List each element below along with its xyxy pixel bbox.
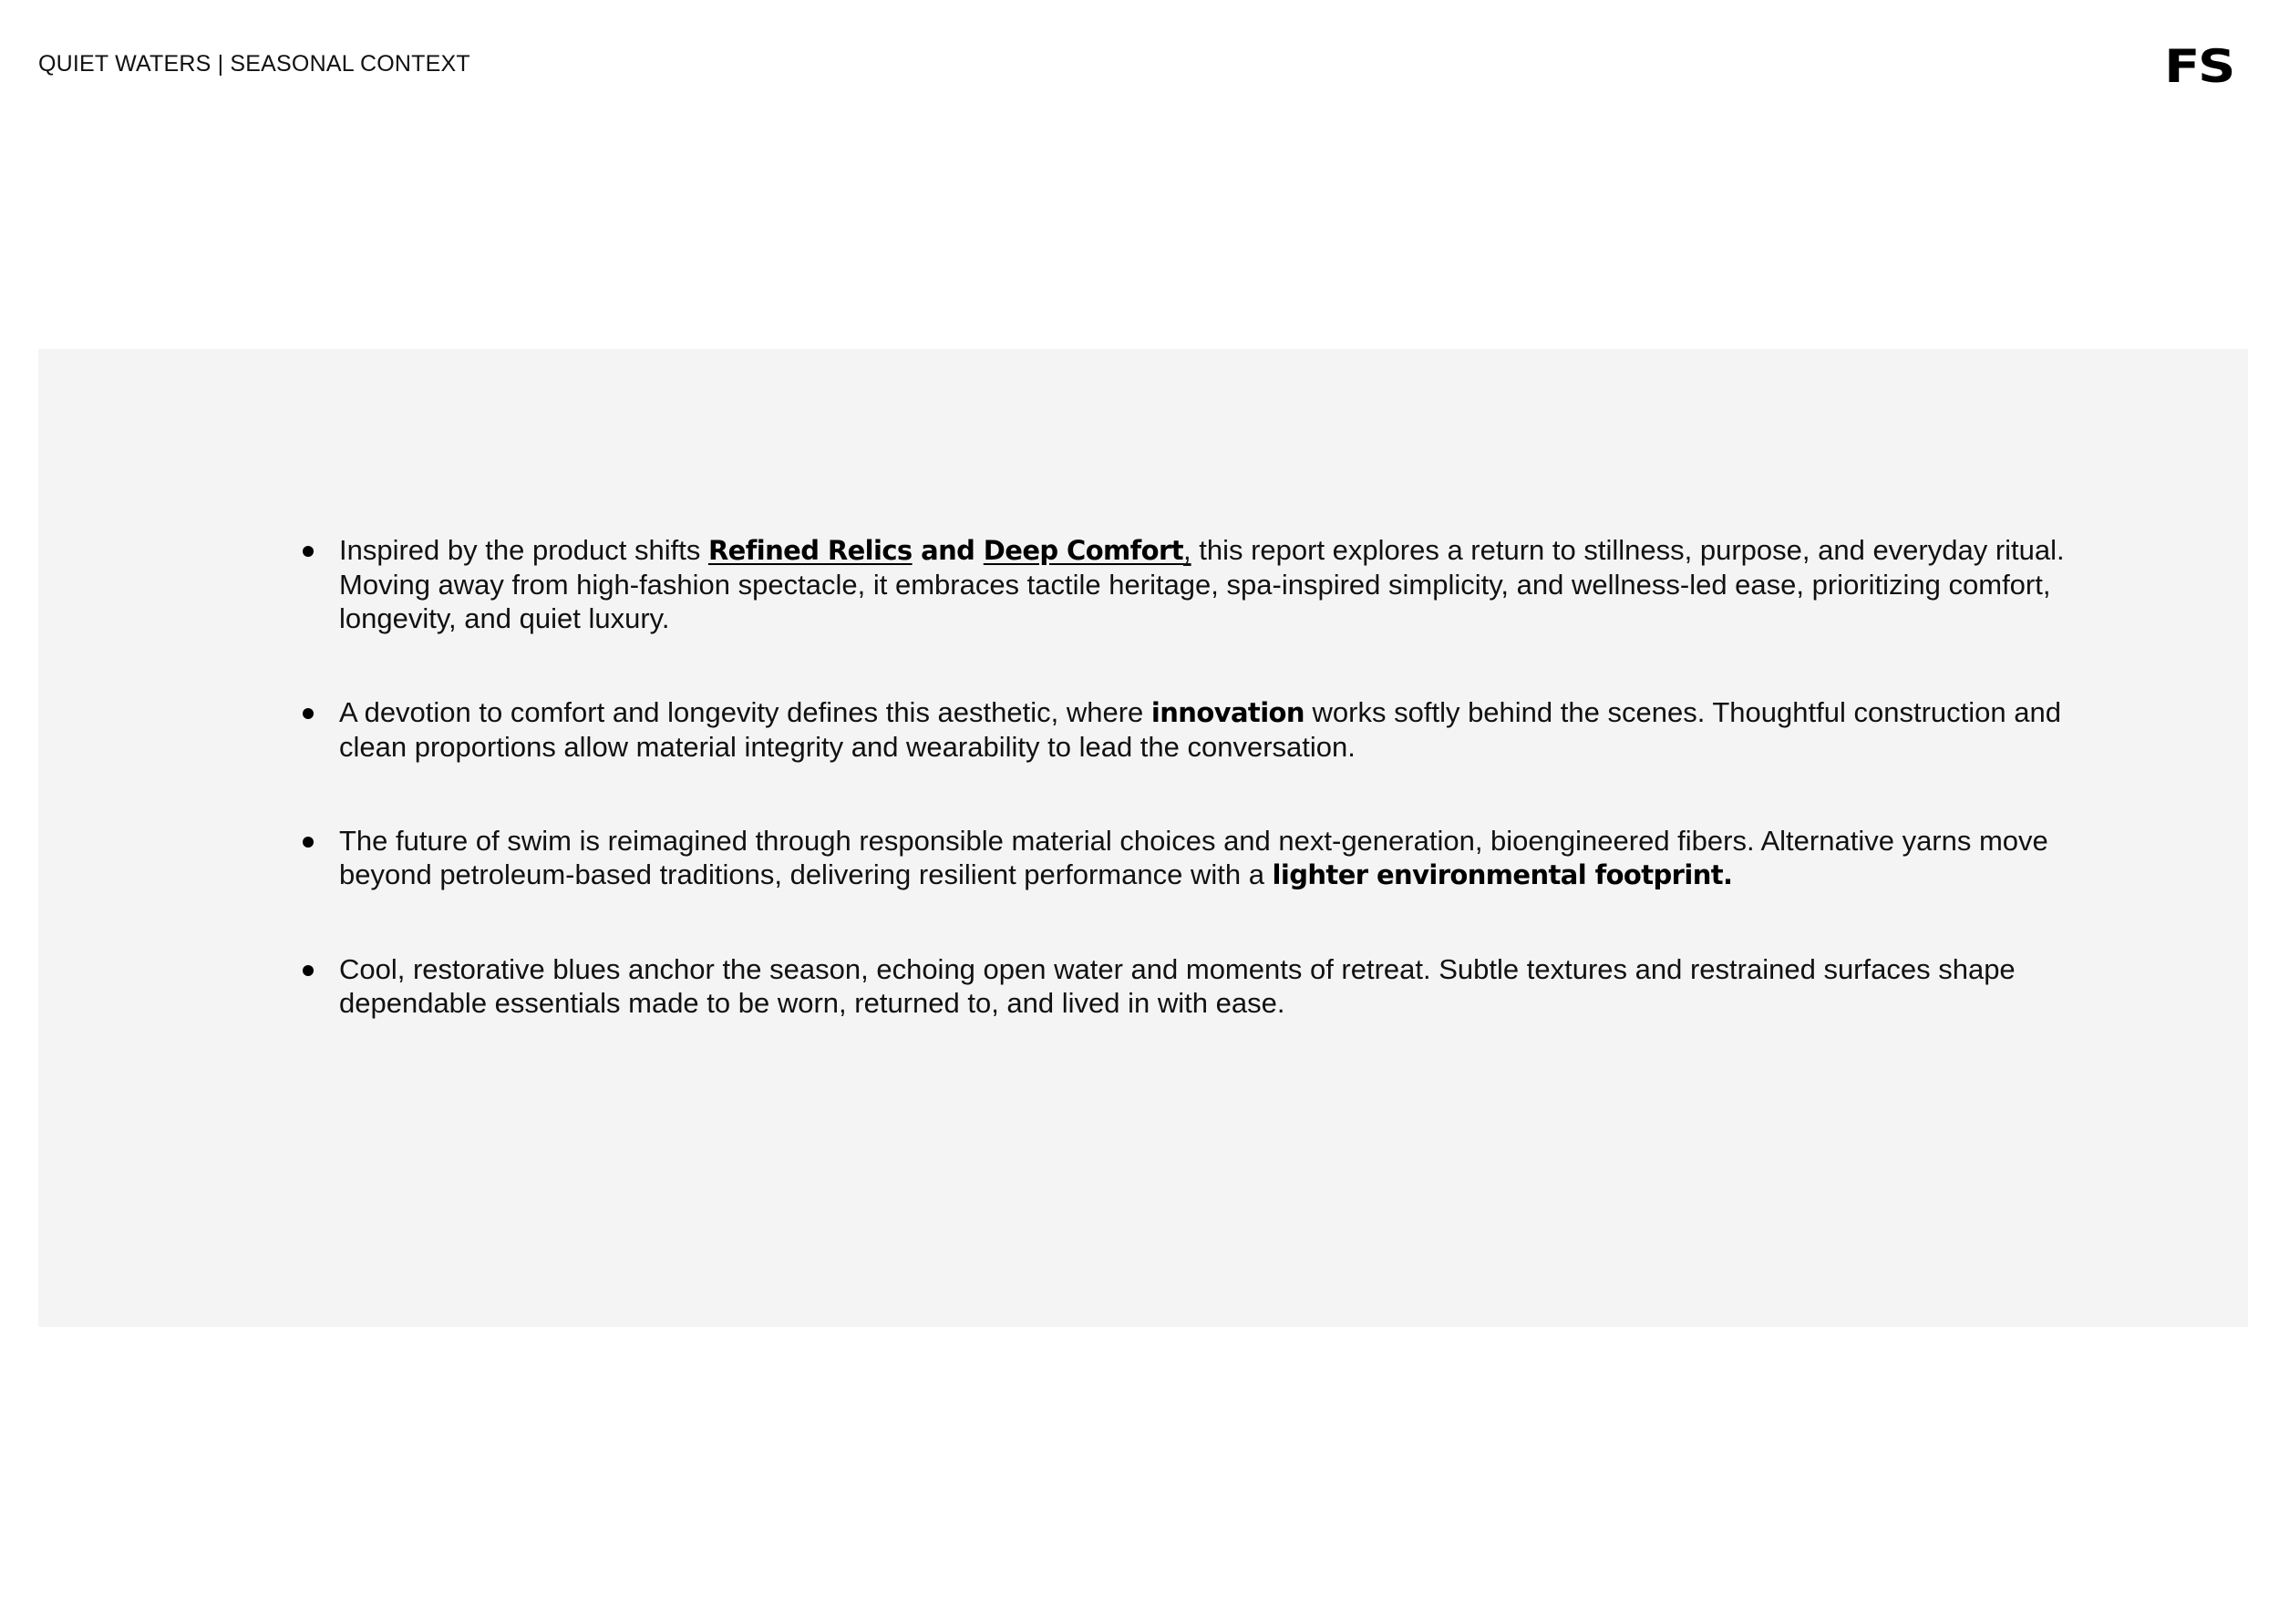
- bullet-item-future-of-swim: [301, 824, 2088, 892]
- bullet-emphasis: innovation: [1150, 697, 1304, 728]
- context-bullet-list: [301, 533, 2088, 1020]
- page-header-title: QUIET WATERS | SEASONAL CONTEXT: [38, 51, 470, 77]
- bullet-item-restorative-blues: [301, 952, 2088, 1020]
- bullet-emphasis: lighter environmental footprint.: [1272, 859, 1733, 890]
- bullet-text: Inspired by the product shifts: [339, 534, 708, 566]
- bullet-text: The future of swim is reimagined through responsible material choices and next-generation, bioengineered fibers. Alternative yarns move beyond petroleum-based traditions, delivering resilient performance with a: [339, 825, 2048, 890]
- bullet-comma: ,: [1182, 534, 1191, 566]
- bullet-item-comfort-longevity: [301, 695, 2088, 764]
- bullet-text: this report explores a return to stillness, purpose, and everyday ritual. Moving away from high-fashion spectacle, it embraces tactile heritage, spa-inspired simplicity, and wellness-led ease, prioritizing comfort, longevity, and quiet luxury.: [339, 534, 2065, 634]
- bullet-connector-text: and: [912, 535, 984, 566]
- bullet-text: works softly behind the scenes. Thoughtful construction and clean proportions allow material integrity and wearability to lead the conversation.: [339, 696, 2061, 763]
- fs-logo: FS: [2163, 40, 2233, 93]
- refined-relics-link[interactable]: Refined Relics: [707, 535, 913, 566]
- content-panel: [38, 349, 2248, 1327]
- deep-comfort-link[interactable]: Deep Comfort: [983, 535, 1183, 566]
- bullet-text: Cool, restorative blues anchor the season, echoing open water and moments of retreat. Subtle textures and restrained surfaces shape dependable essentials made to be worn, returned to, and lived in with ease.: [339, 953, 2016, 1019]
- bullet-item-product-shifts: [301, 533, 2088, 635]
- bullet-text: A devotion to comfort and longevity defines this aesthetic, where: [339, 696, 1151, 728]
